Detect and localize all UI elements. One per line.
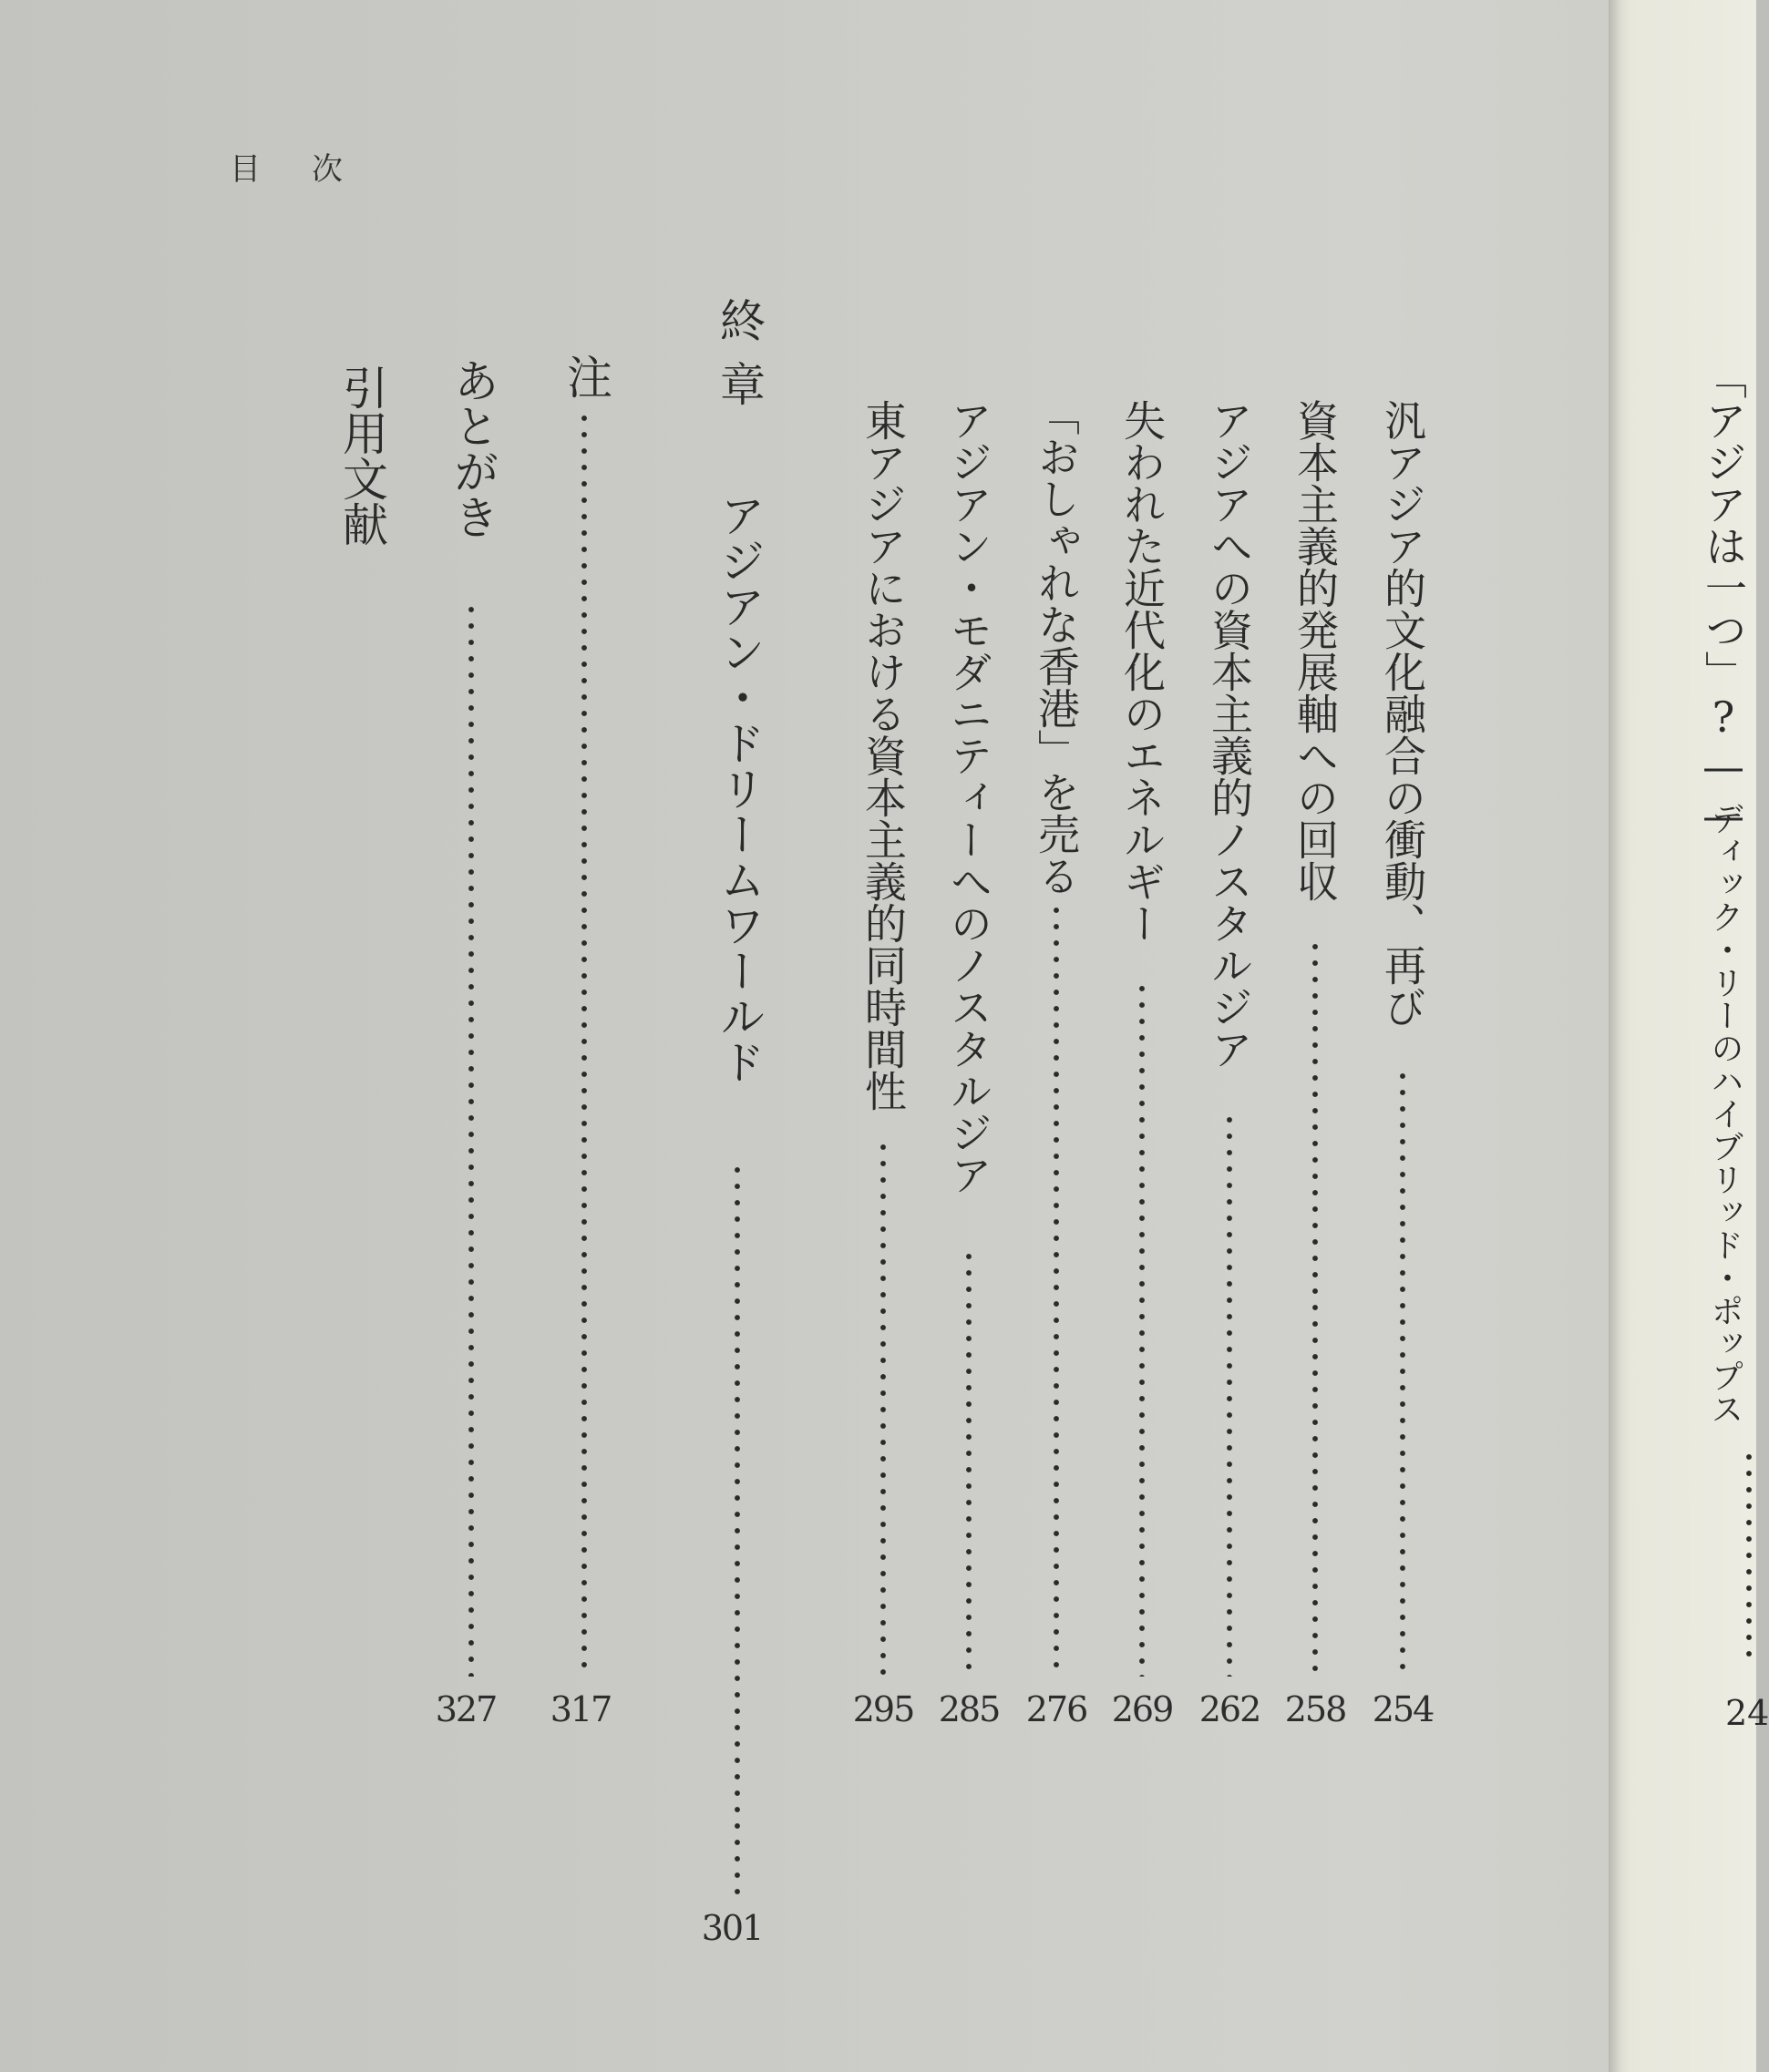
section-title: あとがき	[447, 357, 499, 539]
toc-entry-title: 失われた近代化のエネルギー	[1117, 399, 1167, 944]
page-number: 327	[435, 1689, 497, 1729]
leader-dots	[1054, 902, 1059, 1677]
page-number: 254	[1372, 1689, 1434, 1729]
section-title: 引用文献	[335, 364, 388, 547]
toc-entry-title: 資本主義的発展軸への回収	[1291, 399, 1340, 902]
page-number: 276	[1025, 1689, 1087, 1729]
leader-dots	[880, 1139, 886, 1677]
leader-dots	[1227, 1112, 1232, 1677]
toc-entry-title: 汎アジア的文化融合の衝動、再び	[1378, 399, 1427, 1028]
page-number: 258	[1284, 1689, 1346, 1729]
page-number: 295	[852, 1689, 914, 1729]
page-number: 301	[701, 1908, 763, 1948]
toc-entry-title: 「おしゃれな香港」を売る	[1032, 394, 1081, 897]
final-chapter-label: 終章	[713, 297, 766, 425]
leader-dots	[966, 1248, 972, 1677]
toc-header: 目次	[230, 151, 394, 188]
leader-dots	[1139, 980, 1145, 1677]
page-number: 317	[550, 1689, 612, 1729]
page-number: 262	[1198, 1689, 1260, 1729]
page-number: 269	[1111, 1689, 1173, 1729]
book-gutter	[1609, 0, 1629, 2072]
leader-dots	[1400, 1068, 1405, 1677]
leader-dots	[1746, 1449, 1752, 1667]
toc-entry-title: アジアン・モダニティーへのノスタルジア	[944, 399, 993, 1195]
toc-entry-title: アジアへの資本主義的ノスタルジア	[1205, 399, 1254, 1070]
toc-entry-title: 東アジアにおける資本主義的同時間性	[859, 399, 908, 1112]
section-title: 注	[560, 354, 612, 399]
facing-page-title: 「アジアは一つ」?——	[1699, 357, 1748, 840]
final-chapter-title: アジアン・ドリームワールド	[713, 492, 766, 1084]
facing-page-subtitle: ディック・リーのハイブリッド・ポップス	[1706, 802, 1743, 1425]
leader-dots	[735, 1162, 740, 1900]
leader-dots	[1312, 939, 1318, 1677]
leader-dots	[468, 601, 474, 1677]
page-number: 285	[938, 1689, 1000, 1729]
leader-dots	[581, 410, 587, 1677]
facing-page-number: 24	[1725, 1693, 1769, 1733]
